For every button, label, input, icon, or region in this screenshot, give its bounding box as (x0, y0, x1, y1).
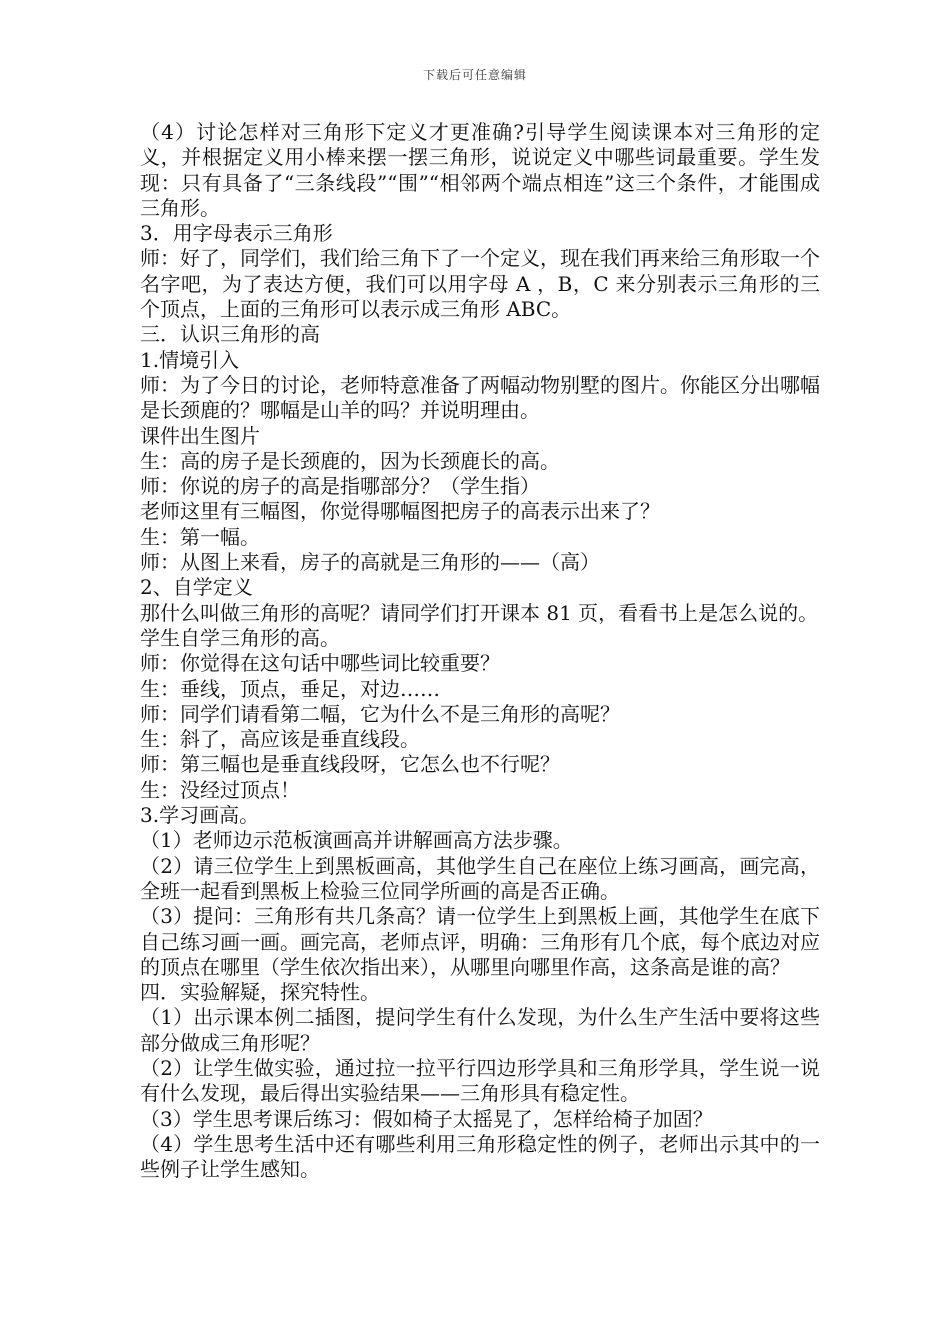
paragraph: 师：你觉得在这句话中哪些词比较重要？ (140, 651, 500, 676)
paragraph: 那什么叫做三角形的高呢？请同学们打开课本 81 页，看看书上是怎么说的。 (140, 600, 819, 625)
paragraph: 课件出生图片 (140, 423, 260, 448)
paragraph: （2）让学生做实验，通过拉一拉平行四边形学具和三角形学具，学生说一说有什么发现，最后得出实验结果——三角形具有稳定性。 (140, 1055, 820, 1106)
paragraph: （4）学生思考生活中还有哪些利用三角形稳定性的例子，老师出示其中的一些例子让学生感知。 (140, 1131, 820, 1182)
paragraph: （2）请三位学生上到黑板画高，其他学生自己在座位上练习画高，画完高，全班一起看到黑板上检验三位同学所画的高是否正确。 (140, 853, 820, 903)
section-heading: 3.学习画高。 (140, 803, 260, 828)
paragraph: 生：垂线，顶点，垂足，对边…… (140, 676, 440, 701)
paragraph: （4）讨论怎样对三角形下定义才更准确?引导学生阅读课本对三角形的定义，并根据定义用小棒来摆一摆三角形，说说定义中哪些词最重要。学生发现：只有具备了“三条线段”“围”“相邻两个端点相连”这三个条件，才能围成三角形。 (140, 120, 820, 220)
paragraph: （1）老师边示范板演画高并讲解画高方法步骤。 (140, 828, 573, 853)
paragraph: 师：同学们请看第二幅，它为什么不是三角形的高呢？ (140, 701, 620, 726)
paragraph: 师：从图上来看，房子的高就是三角形的——（高） (140, 550, 600, 575)
paragraph: 生：第一幅。 (140, 524, 260, 549)
paragraph: 学生自学三角形的高。 (140, 625, 340, 650)
paragraph: 生：没经过顶点！ (140, 777, 300, 802)
section-heading: 四．实验解疑，探究特性。 (140, 980, 380, 1005)
page-header: 下载后可任意编辑 (422, 68, 527, 82)
paragraph: 师：第三幅也是垂直线段呀，它怎么也不行呢？ (140, 752, 560, 777)
paragraph: （3）学生思考课后练习：假如椅子太摇晃了，怎样给椅子加固？ (140, 1106, 713, 1131)
paragraph: （3）提问：三角形有共几条高？请一位学生上到黑板上画，其他学生在底下自己练习画一画。画完高，老师点评，明确：三角形有几个底，每个底边对应的顶点在哪里（学生依次指出来），从哪里向哪里作高，这条高是谁的高？ (140, 904, 820, 979)
paragraph: （1）出示课本例二插图，提问学生有什么发现，为什么生产生活中要将这些部分做成三角形呢？ (140, 1005, 820, 1055)
paragraph: 老师这里有三幅图，你觉得哪幅图把房子的高表示出来了？ (140, 499, 660, 524)
paragraph: 师：为了今日的讨论，老师特意准备了两幅动物别墅的图片。你能区分出哪幅是长颈鹿的？哪幅是山羊的吗？并说明理由。 (140, 372, 820, 423)
section-heading: 1.情境引入 (140, 347, 240, 372)
paragraph: 生：斜了，高应该是垂直线段。 (140, 727, 420, 752)
section-heading: 3．用字母表示三角形 (140, 221, 333, 246)
document-body (140, 120, 820, 1182)
section-heading: 2、自学定义 (140, 575, 253, 600)
paragraph: 生：高的房子是长颈鹿的，因为长颈鹿长的高。 (140, 448, 560, 473)
section-heading: 三．认识三角形的高 (140, 322, 320, 347)
paragraph: 师：好了，同学们，我们给三角下了一个定义，现在我们再来给三角形取一个名字吧，为了表达方便，我们可以用字母 A ，B，C 来分别表示三角形的三个顶点，上面的三角形可以表示成三角形 ABC。 (140, 246, 820, 322)
paragraph: 师：你说的房子的高是指哪部分？（学生指） (140, 474, 540, 499)
